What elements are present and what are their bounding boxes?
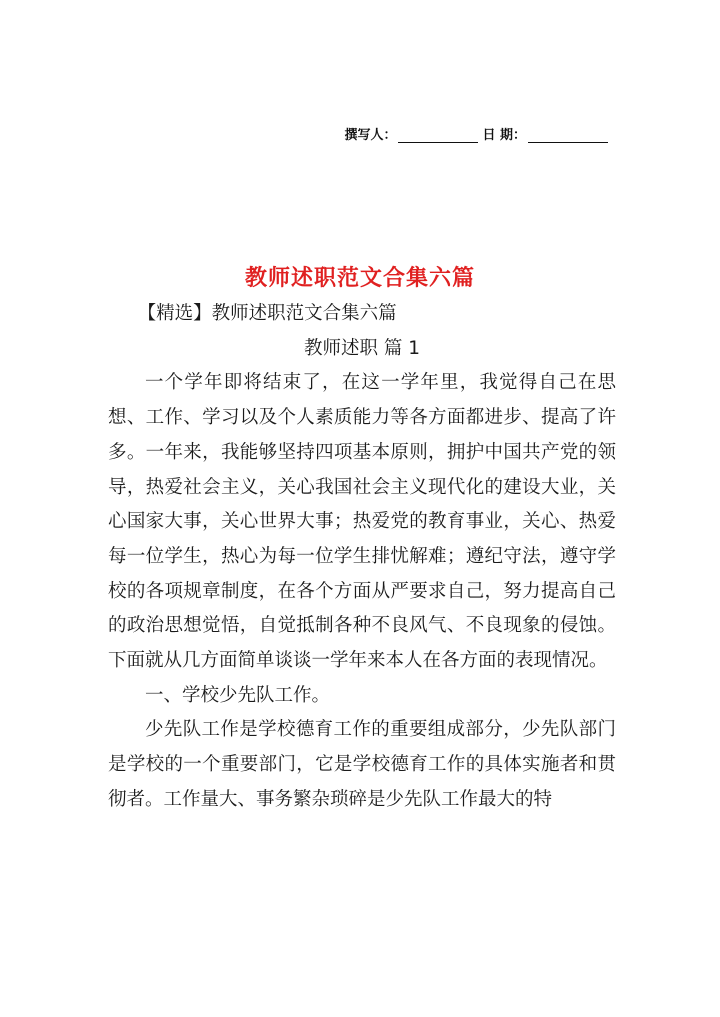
date-label: 日 期：	[482, 128, 526, 143]
paragraph: 一、学校少先队工作。	[145, 684, 331, 706]
paragraph: 一个学年即将结束了，在这一学年里，我觉得自己在思想、工作、学习以及个人素质能力等各方面都进步、提高了许多。一年来，我能够坚持四项基本原则，拥护中国共产党的领导，热爱社会主义，关心我国社会主义现代化的建设大业，关心国家大事，关心世界大事；热爱党的教育事业，关心、热爱每一位学生，热心为每一位学生排忧解难；遵纪守法，遵守学校的各项规章制度，在各个方面从严要求自己，努力提高自己的政治思想觉悟，自觉抵制各种不良风气、不良现象的侵蚀。下面就从几方面简单谈谈一学年来本人在各方面的表现情况。	[108, 372, 616, 672]
date-blank	[528, 130, 608, 143]
document-subtitle: 【精选】教师述职范文合集六篇	[137, 303, 397, 324]
author-date-line	[344, 124, 612, 143]
author-label: 撰写人：	[344, 128, 397, 143]
author-blank	[398, 130, 478, 143]
paragraph: 少先队工作是学校德育工作的重要组成部分，少先队部门是学校的一个重要部门，它是学校德育工作的具体实施者和贯彻者。工作量大、事务繁杂琐碎是少先队工作最大的特	[108, 719, 616, 810]
section-heading: 教师述职 篇 1	[303, 337, 421, 359]
document-title: 教师述职范文合集六篇	[244, 265, 475, 291]
document-body	[108, 297, 616, 818]
